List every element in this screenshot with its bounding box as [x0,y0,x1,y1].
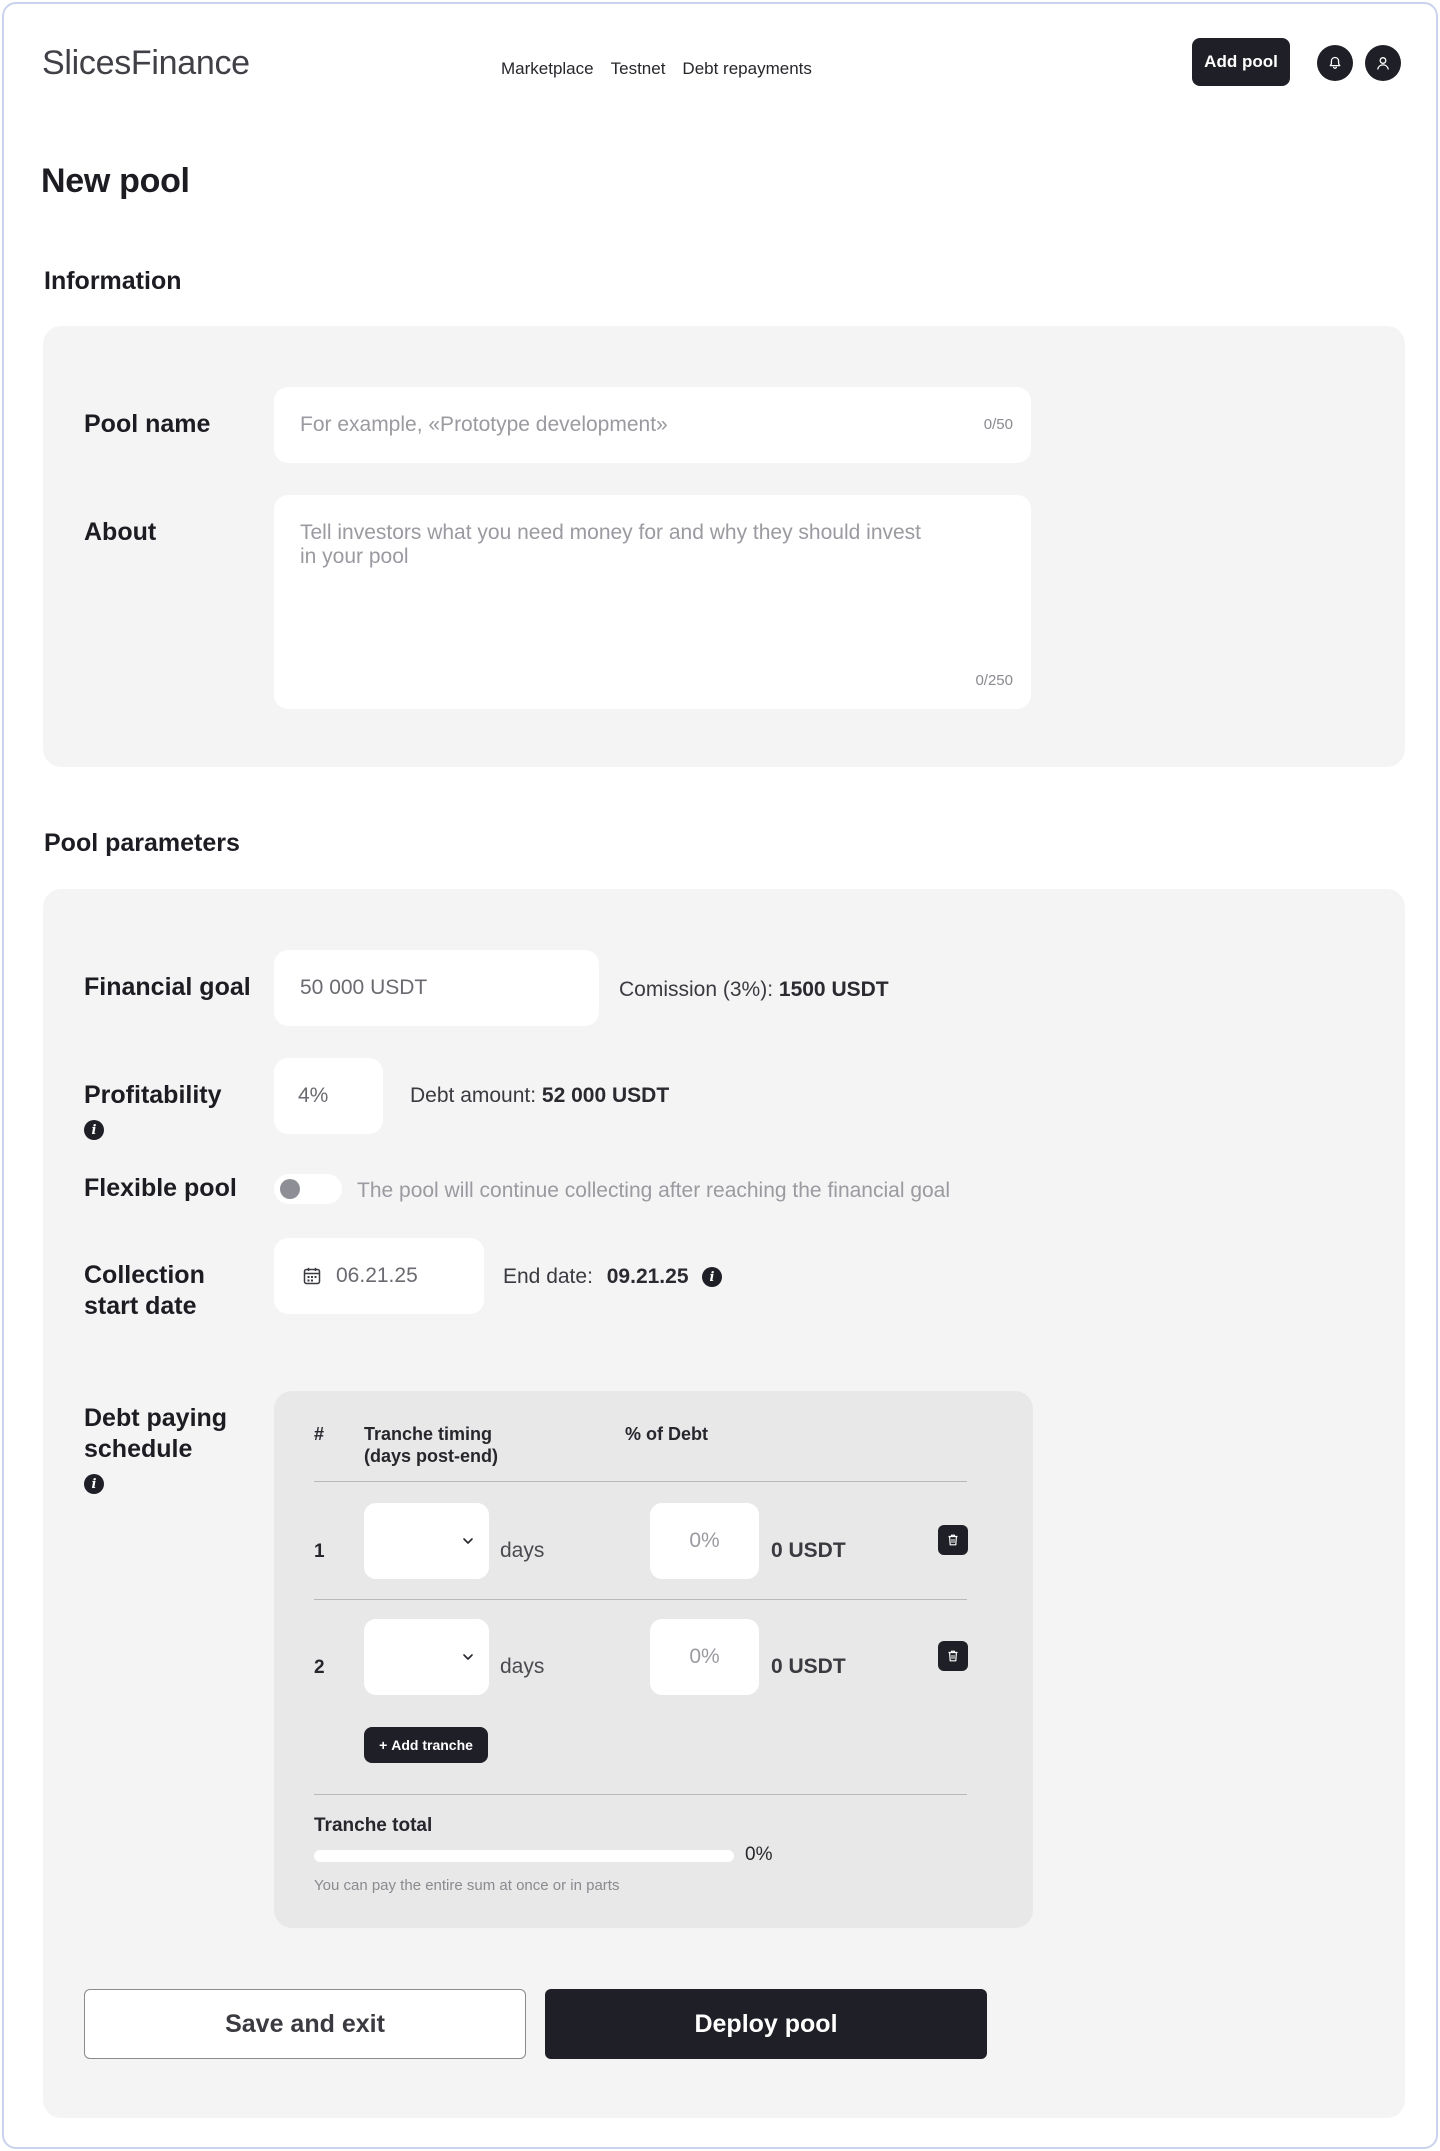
add-tranche-label: Add tranche [391,1737,473,1753]
main-nav [501,59,812,79]
chevron-down-icon [461,1650,475,1664]
delete-tranche-button[interactable] [938,1641,968,1671]
add-tranche-button[interactable] [364,1727,488,1763]
nav-testnet[interactable]: Testnet [610,59,666,78]
collection-start-label: Collection start date [84,1261,205,1320]
flexible-pool-toggle[interactable] [274,1174,342,1204]
tranche-timing-select[interactable] [364,1619,489,1695]
nav-marketplace[interactable]: Marketplace [501,59,594,78]
row-divider [314,1599,967,1600]
pool-name-label: Pool name [84,410,211,438]
tranche-timing-select[interactable] [364,1503,489,1579]
collection-start-input[interactable] [274,1238,484,1314]
financial-goal-label: Financial goal [84,973,251,1001]
about-textarea[interactable] [274,495,1031,709]
profitability-value: 4% [298,1084,329,1107]
days-label: days [500,1655,545,1678]
tranche-percent-placeholder: 0% [689,1529,720,1552]
tranche-total-label: Tranche total [314,1815,433,1836]
debt-amount-label: Debt amount: [410,1084,537,1107]
page-title: New pool [41,162,190,200]
debt-schedule-label: Debt paying schedule [84,1404,228,1463]
total-divider [314,1794,967,1795]
flexible-pool-description: The pool will continue collecting after reaching the financial goal [357,1179,951,1202]
pool-name-counter: 0/50 [983,416,1013,433]
pool-parameters-title: Pool parameters [44,829,240,857]
end-date-label: End date: [503,1265,593,1288]
info-icon[interactable]: i [702,1267,722,1287]
debt-amount-text [410,1084,669,1108]
plus-icon: + [379,1737,388,1753]
collection-start-value: 06.21.25 [336,1264,418,1287]
tranche-percent-placeholder: 0% [689,1645,720,1668]
pool-name-input[interactable] [274,387,1031,463]
tranche-hint: You can pay the entire sum at once or in parts [314,1877,620,1894]
debt-amount-value: 52 000 USDT [541,1084,670,1107]
flexible-pool-label: Flexible pool [84,1174,237,1202]
tranche-percent-input[interactable] [650,1619,759,1695]
app-window [2,2,1438,2149]
tranche-usdt-amount: 0 USDT [771,1655,846,1678]
tranche-total-progress [314,1850,734,1862]
pool-name-placeholder: For example, «Prototype development» [300,413,668,436]
financial-goal-value: 50 000 USDT [300,976,428,999]
nav-debt-repayments[interactable]: Debt repayments [682,59,812,78]
tranche-number: 1 [314,1541,325,1562]
bell-icon [1327,55,1343,71]
deploy-pool-button[interactable]: Deploy pool [545,1989,987,2059]
profitability-label: Profitability [84,1081,222,1109]
save-and-exit-button[interactable]: Save and exit [84,1989,526,2059]
tranche-total-percent: 0% [745,1844,773,1865]
chevron-down-icon [461,1534,475,1548]
financial-goal-input[interactable] [274,950,599,1026]
add-pool-button[interactable]: Add pool [1192,38,1290,86]
days-label: days [500,1539,545,1562]
col-debt-header: % of Debt [625,1424,708,1444]
delete-tranche-button[interactable] [938,1525,968,1555]
notifications-button[interactable] [1317,45,1353,81]
tranche-usdt-amount: 0 USDT [771,1539,846,1562]
info-icon[interactable]: i [84,1120,104,1140]
about-counter: 0/250 [975,672,1013,689]
user-icon [1375,55,1391,71]
commission-text [619,978,889,1002]
commission-label: Comission (3%): [619,978,774,1001]
brand-logo[interactable]: SlicesFinance [42,44,250,82]
about-placeholder: Tell investors what you need money for and why they should invest in your pool [300,521,922,568]
about-label: About [84,518,157,546]
profitability-input[interactable] [274,1058,383,1134]
commission-value: 1500 USDT [778,978,889,1001]
info-icon[interactable]: i [84,1474,104,1494]
information-title: Information [44,267,182,295]
end-date-value: 09.21.25 [606,1265,689,1288]
tranche-number: 2 [314,1657,325,1678]
end-date-text [503,1265,689,1289]
col-number-header: # [314,1424,325,1444]
trash-icon [946,1533,960,1547]
col-timing-header: Tranche timing (days post-end) [364,1424,499,1466]
header-divider [314,1481,967,1482]
toggle-knob [280,1179,300,1199]
trash-icon [946,1649,960,1663]
calendar-icon [302,1266,322,1286]
tranche-percent-input[interactable] [650,1503,759,1579]
profile-button[interactable] [1365,45,1401,81]
debt-schedule-panel [274,1391,1033,1928]
